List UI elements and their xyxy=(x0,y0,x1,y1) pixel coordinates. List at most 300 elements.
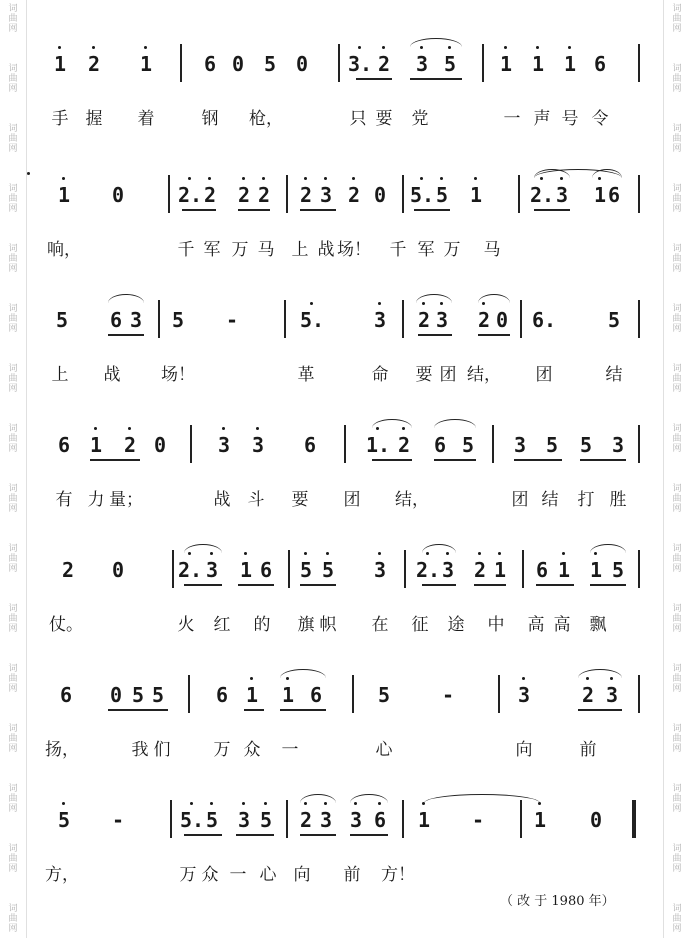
lyric-syllable: 力 xyxy=(87,490,105,510)
beam-underline xyxy=(280,709,326,711)
note: 3 xyxy=(237,808,251,832)
lyric-syllable: 旗 xyxy=(297,615,315,635)
lyric-syllable: 千 xyxy=(389,240,407,260)
watermark-text: 词 曲 网 xyxy=(8,724,18,754)
note: - xyxy=(471,808,485,832)
note: 3 xyxy=(517,683,531,707)
note: 3 xyxy=(129,308,143,332)
bar-line xyxy=(632,800,636,838)
watermark-text: 词 曲 网 xyxy=(8,784,18,814)
note: 3 xyxy=(319,808,333,832)
beam-underline xyxy=(434,459,476,461)
note: 1 xyxy=(239,558,253,582)
note: 1 xyxy=(417,808,431,832)
lyric-syllable: 党 xyxy=(411,109,429,129)
slur xyxy=(578,669,622,678)
note: 1 xyxy=(281,683,295,707)
margin-dot xyxy=(27,172,30,175)
lyric-syllable: 马 xyxy=(257,240,275,260)
high-octave-dot xyxy=(440,177,443,180)
note: 0 xyxy=(109,683,123,707)
bar-line xyxy=(190,425,192,463)
note: 1 xyxy=(245,683,259,707)
lyric-syllable: 命 xyxy=(371,365,389,385)
lyric-syllable: 心 xyxy=(375,740,393,760)
watermark-text: 词 曲 网 xyxy=(672,124,682,154)
lyric-syllable: 万 xyxy=(179,865,197,885)
lyric-syllable: 场！ xyxy=(337,240,371,260)
lyric-syllable: 征 xyxy=(411,615,429,635)
high-octave-dot xyxy=(562,552,565,555)
note: 3 xyxy=(441,558,455,582)
watermark-text: 词 曲 网 xyxy=(8,304,18,334)
note: 5 xyxy=(299,558,313,582)
high-octave-dot xyxy=(378,302,381,305)
slur xyxy=(590,544,626,553)
high-octave-dot xyxy=(498,552,501,555)
beam-underline xyxy=(238,584,274,586)
high-octave-dot xyxy=(536,46,539,49)
beam-underline xyxy=(182,209,216,211)
lyric-syllable: 要 xyxy=(415,365,433,385)
lyric-syllable: 向 xyxy=(515,740,533,760)
beam-underline xyxy=(536,584,574,586)
lyric-syllable: 马 xyxy=(483,240,501,260)
high-octave-dot xyxy=(304,177,307,180)
note: 2 xyxy=(299,808,313,832)
beam-underline xyxy=(422,584,456,586)
high-octave-dot xyxy=(326,552,329,555)
watermark-text: 词 曲 网 xyxy=(8,844,18,874)
high-octave-dot xyxy=(264,802,267,805)
watermark-text: 词 曲 网 xyxy=(672,844,682,874)
watermark-text: 词 曲 网 xyxy=(672,304,682,334)
watermark-text: 词 曲 网 xyxy=(672,544,682,574)
note: 6 xyxy=(109,308,123,332)
note: 2. xyxy=(529,183,555,207)
note: 3. xyxy=(347,52,373,76)
lyric-syllable: 手 xyxy=(51,109,69,129)
note: 1 xyxy=(469,183,483,207)
note: 3 xyxy=(217,433,231,457)
note: 0 xyxy=(231,52,245,76)
lyric-syllable: 前 xyxy=(343,865,361,885)
bar-line xyxy=(338,44,340,82)
note: 1 xyxy=(531,52,545,76)
bar-line xyxy=(482,44,484,82)
slur xyxy=(300,794,336,803)
lyric-syllable: 万 xyxy=(213,740,231,760)
beam-underline xyxy=(478,334,510,336)
lyric-syllable: 响， xyxy=(47,240,81,260)
watermark-text: 词 曲 网 xyxy=(672,784,682,814)
bar-line xyxy=(168,175,170,213)
watermark-text: 词 曲 网 xyxy=(8,424,18,454)
bar-line xyxy=(172,550,174,588)
high-octave-dot xyxy=(94,427,97,430)
note: 2. xyxy=(177,183,203,207)
bar-line xyxy=(522,550,524,588)
high-octave-dot xyxy=(478,552,481,555)
high-octave-dot xyxy=(62,177,65,180)
high-octave-dot xyxy=(210,802,213,805)
beam-underline xyxy=(238,209,270,211)
note: 5 xyxy=(321,558,335,582)
lyric-syllable: 军 xyxy=(417,240,435,260)
note: 1 xyxy=(557,558,571,582)
watermark-text: 词 曲 网 xyxy=(672,184,682,214)
note: 5. xyxy=(179,808,205,832)
note: 5 xyxy=(151,683,165,707)
watermark-text: 词 曲 网 xyxy=(672,724,682,754)
note: 2 xyxy=(473,558,487,582)
beam-underline xyxy=(410,78,462,80)
lyric-syllable: 向 xyxy=(293,865,311,885)
beam-underline xyxy=(418,334,452,336)
note: 1 xyxy=(493,558,507,582)
note: 2 xyxy=(347,183,361,207)
high-octave-dot xyxy=(420,177,423,180)
bar-line xyxy=(492,425,494,463)
slur xyxy=(416,294,452,303)
lyric-syllable: 扬， xyxy=(45,740,79,760)
note: 2. xyxy=(415,558,441,582)
bar-line xyxy=(352,675,354,713)
high-octave-dot xyxy=(568,46,571,49)
bar-line xyxy=(284,300,286,338)
lyric-syllable: 团 xyxy=(343,490,361,510)
note: 5 xyxy=(461,433,475,457)
bar-line xyxy=(520,800,522,838)
lyric-syllable: 枪， xyxy=(249,109,283,129)
lyric-syllable: 团 xyxy=(535,365,553,385)
beam-underline xyxy=(244,709,264,711)
bar-line xyxy=(344,425,346,463)
bar-line xyxy=(498,675,500,713)
watermark-text: 词 曲 网 xyxy=(672,244,682,274)
note: 0 xyxy=(589,808,603,832)
note: 5 xyxy=(131,683,145,707)
watermark-text: 词 曲 网 xyxy=(8,4,18,34)
note: 5 xyxy=(545,433,559,457)
lyric-syllable: 要 xyxy=(375,109,393,129)
note: 5. xyxy=(409,183,435,207)
lyric-syllable: 军 xyxy=(203,240,221,260)
note: 6. xyxy=(531,308,557,332)
lyric-syllable: 众 xyxy=(243,740,261,760)
slur xyxy=(372,419,412,428)
watermark-text: 词 曲 网 xyxy=(8,64,18,94)
note: 6 xyxy=(259,558,273,582)
high-octave-dot xyxy=(128,427,131,430)
note: 3 xyxy=(205,558,219,582)
lyric-syllable: 前 xyxy=(579,740,597,760)
note: - xyxy=(441,683,455,707)
high-octave-dot xyxy=(242,177,245,180)
lyric-syllable: 令 xyxy=(591,109,609,129)
lyric-syllable: 声 xyxy=(533,109,551,129)
lyric-syllable: 火 xyxy=(177,615,195,635)
watermark-text: 词 曲 网 xyxy=(672,484,682,514)
lyric-syllable: 团 xyxy=(439,365,457,385)
high-octave-dot xyxy=(358,46,361,49)
lyric-syllable: 我 xyxy=(131,740,149,760)
high-octave-dot xyxy=(262,177,265,180)
slur xyxy=(434,419,476,428)
note: 2 xyxy=(61,558,75,582)
lyric-syllable: 万 xyxy=(231,240,249,260)
lyric-syllable: 只 xyxy=(349,109,367,129)
watermark-text: 词 曲 网 xyxy=(8,544,18,574)
note: 5 xyxy=(55,308,69,332)
lyric-syllable: 方！ xyxy=(381,865,415,885)
high-octave-dot xyxy=(378,552,381,555)
slur xyxy=(280,669,326,678)
high-octave-dot xyxy=(250,677,253,680)
slur xyxy=(350,794,388,803)
watermark-text: 词 曲 网 xyxy=(672,64,682,94)
bar-line xyxy=(520,300,522,338)
beam-underline xyxy=(108,334,144,336)
note: 1 xyxy=(589,558,603,582)
note: 1. xyxy=(365,433,391,457)
lyric-syllable: 结 xyxy=(605,365,623,385)
note: 6 xyxy=(607,183,621,207)
note: 2 xyxy=(397,433,411,457)
watermark-text: 词 曲 网 xyxy=(672,424,682,454)
note: 1 xyxy=(533,808,547,832)
lyric-syllable: 结， xyxy=(395,490,429,510)
note: 3 xyxy=(611,433,625,457)
note: 0 xyxy=(495,308,509,332)
note: 2 xyxy=(87,52,101,76)
high-octave-dot xyxy=(352,177,355,180)
lyric-syllable: 中 xyxy=(487,615,505,635)
high-octave-dot xyxy=(504,46,507,49)
bar-line xyxy=(638,175,640,213)
high-octave-dot xyxy=(304,552,307,555)
lyric-syllable: 战 xyxy=(317,240,335,260)
lyric-syllable: 要 xyxy=(291,490,309,510)
note: - xyxy=(225,308,239,332)
lyric-syllable: 在 xyxy=(371,615,389,635)
note: 5 xyxy=(259,808,273,832)
beam-underline xyxy=(580,459,626,461)
lyric-syllable: 们 xyxy=(153,740,171,760)
lyric-syllable: 握 xyxy=(85,109,103,129)
bar-line xyxy=(288,550,290,588)
note: 6 xyxy=(59,683,73,707)
lyric-syllable: 一 xyxy=(281,740,299,760)
beam-underline xyxy=(356,78,392,80)
note: 2 xyxy=(257,183,271,207)
lyric-syllable: 上 xyxy=(51,365,69,385)
watermark-text: 词 曲 网 xyxy=(8,184,18,214)
beam-underline xyxy=(300,584,336,586)
lyric-syllable: 着 xyxy=(137,109,155,129)
note: 3 xyxy=(373,308,387,332)
bar-line xyxy=(404,550,406,588)
lyric-syllable: 量； xyxy=(109,490,143,510)
note: 5 xyxy=(57,808,71,832)
beam-underline xyxy=(372,459,412,461)
note: 1 xyxy=(139,52,153,76)
lyric-syllable: 有 xyxy=(55,490,73,510)
high-octave-dot xyxy=(92,46,95,49)
high-octave-dot xyxy=(522,677,525,680)
high-octave-dot xyxy=(474,177,477,180)
beam-underline xyxy=(534,209,570,211)
bar-line xyxy=(286,800,288,838)
high-octave-dot xyxy=(242,802,245,805)
beam-underline xyxy=(300,209,336,211)
bar-line xyxy=(286,175,288,213)
watermark-text: 词 曲 网 xyxy=(672,604,682,634)
note: 5 xyxy=(435,183,449,207)
lyric-syllable: 帜 xyxy=(319,615,337,635)
beam-underline xyxy=(414,209,450,211)
bar-line xyxy=(402,300,404,338)
note: 3 xyxy=(319,183,333,207)
note: 6 xyxy=(203,52,217,76)
composition-credit: （ 改 于 1980 年） xyxy=(500,894,615,909)
note: 3 xyxy=(435,308,449,332)
note: 6 xyxy=(433,433,447,457)
bar-line xyxy=(158,300,160,338)
lyric-syllable: 高 xyxy=(553,615,571,635)
slur xyxy=(478,294,510,303)
note: 0 xyxy=(295,52,309,76)
note: 1 xyxy=(89,433,103,457)
lyric-syllable: 一 xyxy=(229,865,247,885)
lyric-syllable: 万 xyxy=(443,240,461,260)
note: 6 xyxy=(215,683,229,707)
beam-underline xyxy=(108,709,168,711)
note: 3 xyxy=(251,433,265,457)
beam-underline xyxy=(514,459,562,461)
note: 6 xyxy=(309,683,323,707)
watermark-text: 词 曲 网 xyxy=(672,364,682,394)
bar-line xyxy=(638,425,640,463)
note: 2 xyxy=(581,683,595,707)
note: 1 xyxy=(593,183,607,207)
slur xyxy=(184,544,222,553)
bar-line xyxy=(402,800,404,838)
note: 2 xyxy=(477,308,491,332)
lyric-syllable: 途 xyxy=(447,615,465,635)
high-octave-dot xyxy=(256,427,259,430)
lyric-syllable: 结， xyxy=(467,365,501,385)
beam-underline xyxy=(300,834,336,836)
lyric-syllable: 结 xyxy=(541,490,559,510)
beam-underline xyxy=(590,584,626,586)
lyric-syllable: 高 xyxy=(527,615,545,635)
note: 1 xyxy=(53,52,67,76)
note: 3 xyxy=(555,183,569,207)
note: 2 xyxy=(203,183,217,207)
high-octave-dot xyxy=(58,46,61,49)
lyric-syllable: 胜 xyxy=(609,490,627,510)
watermark-text: 词 曲 网 xyxy=(672,904,682,934)
beam-underline xyxy=(350,834,388,836)
lyric-syllable: 一 xyxy=(503,109,521,129)
note: 0 xyxy=(111,558,125,582)
note: 1 xyxy=(563,52,577,76)
note: 1 xyxy=(499,52,513,76)
high-octave-dot xyxy=(144,46,147,49)
note: 5. xyxy=(299,308,325,332)
note: 5 xyxy=(377,683,391,707)
watermark-text: 词 曲 网 xyxy=(672,664,682,694)
lyric-syllable: 战 xyxy=(103,365,121,385)
note: 0 xyxy=(153,433,167,457)
beam-underline xyxy=(236,834,274,836)
lyric-syllable: 战 xyxy=(213,490,231,510)
watermark-text: 词 曲 网 xyxy=(672,4,682,34)
note: 5 xyxy=(205,808,219,832)
note: 3 xyxy=(415,52,429,76)
slur xyxy=(422,544,456,553)
high-octave-dot xyxy=(324,177,327,180)
note: 2 xyxy=(417,308,431,332)
note: 3 xyxy=(373,558,387,582)
bar-line xyxy=(638,675,640,713)
lyric-syllable: 众 xyxy=(201,865,219,885)
beam-underline xyxy=(578,709,622,711)
note: 2 xyxy=(123,433,137,457)
lyric-syllable: 仗。 xyxy=(49,615,83,635)
high-octave-dot xyxy=(208,177,211,180)
high-octave-dot xyxy=(222,427,225,430)
note: 5 xyxy=(611,558,625,582)
note: 2. xyxy=(177,558,203,582)
lyric-syllable: 红 xyxy=(213,615,231,635)
note: 5 xyxy=(607,308,621,332)
bar-line xyxy=(170,800,172,838)
lyric-syllable: 千 xyxy=(177,240,195,260)
lyric-syllable: 上 xyxy=(291,240,309,260)
note: 2 xyxy=(237,183,251,207)
note: 1 xyxy=(57,183,71,207)
watermark-text: 词 曲 网 xyxy=(8,904,18,934)
note: 2 xyxy=(377,52,391,76)
watermark-text: 词 曲 网 xyxy=(8,604,18,634)
beam-underline xyxy=(184,584,222,586)
watermark-text: 词 曲 网 xyxy=(8,364,18,394)
lyric-syllable: 斗 xyxy=(247,490,265,510)
lyric-syllable: 钢 xyxy=(201,109,219,129)
beam-underline xyxy=(474,584,506,586)
watermark-text: 词 曲 网 xyxy=(8,664,18,694)
note: 6 xyxy=(373,808,387,832)
note: 0 xyxy=(373,183,387,207)
high-octave-dot xyxy=(62,802,65,805)
note: 6 xyxy=(593,52,607,76)
lyric-syllable: 飘 xyxy=(589,615,607,635)
lyric-syllable: 心 xyxy=(259,865,277,885)
note: 6 xyxy=(303,433,317,457)
lyric-syllable: 号 xyxy=(561,109,579,129)
note: 3 xyxy=(349,808,363,832)
lyric-syllable: 的 xyxy=(253,615,271,635)
beam-underline xyxy=(184,834,222,836)
note: 3 xyxy=(605,683,619,707)
lyric-syllable: 场！ xyxy=(161,365,195,385)
note: 5 xyxy=(443,52,457,76)
note: - xyxy=(111,808,125,832)
lyric-syllable: 革 xyxy=(297,365,315,385)
lyric-syllable: 打 xyxy=(577,490,595,510)
